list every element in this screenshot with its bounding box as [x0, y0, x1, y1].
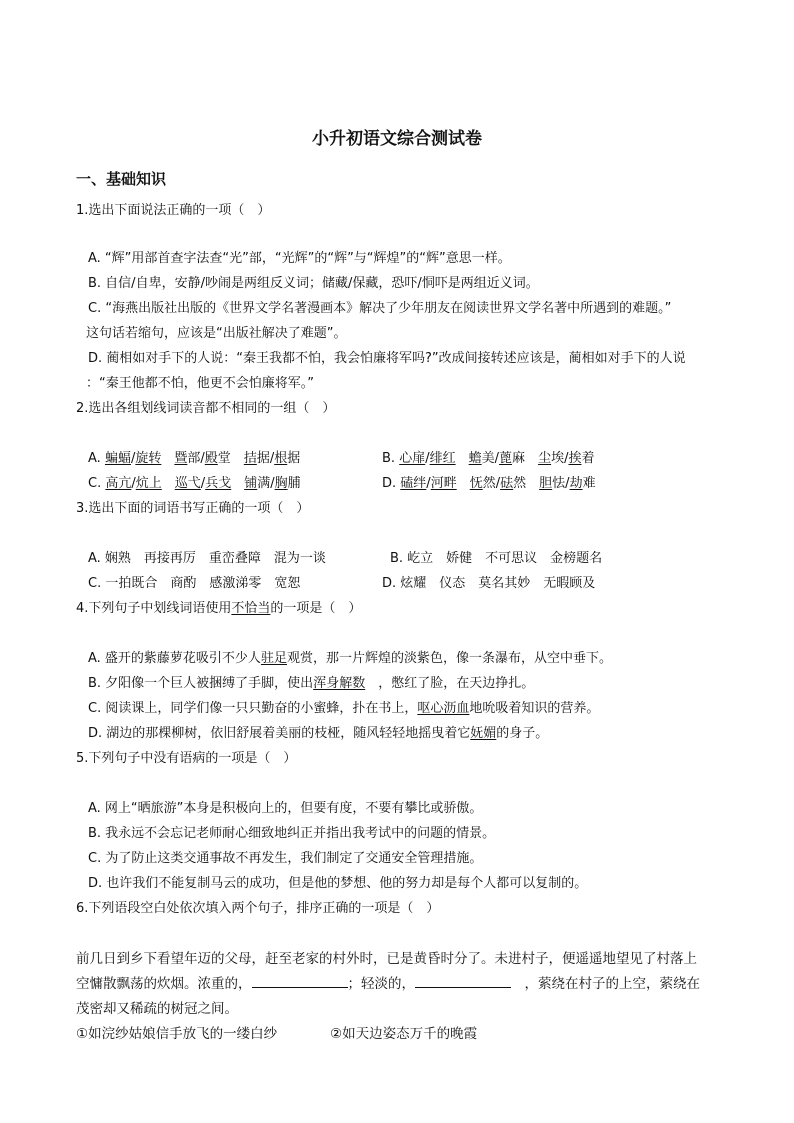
question-5-stem: 5.下列句子中没有语病的一项是（ ）	[76, 751, 297, 766]
question-2-option-b: B. 心扉/绯红 蟾美/蓖麻 尘埃/挨着	[382, 451, 595, 466]
question-6-choice-1: ①如浣纱姑娘信手放飞的一缕白纱	[76, 1026, 278, 1042]
question-3-option-c: C. 一拍既合 商酌 感激涕零 宽恕	[88, 576, 301, 591]
question-1-option-b: B. 自信/自卑，安静/吵闹是两组反义词；储藏/保藏，恐吓/恫吓是两组近义词。	[88, 276, 539, 291]
question-3-option-a: A. 娴熟 再接再厉 重峦叠障 混为一谈	[88, 551, 326, 566]
question-6-stem: 6.下列语段空白处依次填入两个句子，排序正确的一项是（ ）	[76, 901, 440, 916]
question-5-option-b: B. 我永远不会忘记老师耐心细致地纠正并指出我考试中的问题的情景。	[88, 826, 496, 841]
question-2-option-c: C. 高亢/炕上 巡弋/兵戈 铺满/胸脯	[88, 476, 301, 491]
question-6-passage-line-2: 空慵散飘荡的炊烟。浓重的， ；轻淡的， ，萦绕在村子的上空，萦绕在	[76, 976, 700, 992]
question-3-option-b: B. 屹立 娇健 不可思议 金榜题名	[390, 551, 603, 566]
question-5-option-c: C. 为了防止这类交通事故不再发生，我们制定了交通安全管理措施。	[88, 851, 483, 866]
question-1-option-c: C. “海燕出版社出版的《世界文学名著漫画本》解决了少年朋友在阅读世界文学名著中所遇到的难题。”	[88, 301, 672, 316]
question-1-stem: 1.选出下面说法正确的一项（ ）	[76, 203, 271, 218]
question-6-passage-line-3: 茂密却又稀疏的树冠之间。	[76, 1001, 238, 1017]
question-4-stem: 4.下列句子中划线词语使用不恰当的一项是（ ）	[76, 601, 362, 616]
question-5-option-a: A. 网上“晒旅游”本身是积极向上的，但要有度，不要有攀比或骄傲。	[88, 801, 483, 816]
question-6-choice-2: ②如天边姿态万千的晚霞	[330, 1026, 478, 1042]
question-4-option-d: D. 湖边的那棵柳树，依旧舒展着美丽的枝桠，随风轻轻地摇曳着它妩媚的身子。	[88, 726, 549, 741]
question-3-option-d: D. 炫耀 仪态 莫名其妙 无暇顾及	[382, 576, 596, 591]
question-1-option-c-continued: 这句话若缩句，应该是“出版社解决了难题”。	[86, 326, 347, 341]
page-title: 小升初语文综合测试卷	[312, 129, 482, 149]
question-4-option-c: C. 阅读课上，同学们像一只只勤奋的小蜜蜂，扑在书上，呕心沥血地吮吸着知识的营养。	[88, 701, 600, 716]
section-heading-basic-knowledge: 一、基础知识	[76, 170, 167, 188]
question-6-passage-line-1: 前几日到乡下看望年迈的父母，赶至老家的村外时，已是黄昏时分了。未进村子，便遥遥地望见了村落上	[76, 951, 697, 967]
fill-blank-2[interactable]	[415, 975, 511, 988]
fill-blank-1[interactable]	[252, 975, 348, 988]
question-2-stem: 2.选出各组划线词读音都不相同的一组（ ）	[76, 401, 336, 416]
question-3-stem: 3.选出下面的词语书写正确的一项（ ）	[76, 501, 310, 516]
question-2-option-d: D. 磕绊/河畔 怃然/砝然 胆怯/劫难	[382, 476, 596, 491]
question-4-option-a: A. 盛开的紫藤萝花吸引不少人驻足观赏，那一片辉煌的淡紫色，像一条瀑布，从空中垂下。	[88, 651, 612, 666]
question-2-option-a: A. 蝙蝠/旋转 暨部/殿堂 拮据/根据	[88, 451, 301, 466]
question-1-option-d: D. 蔺相如对手下的人说：“秦王我都不怕，我会怕廉将军吗?”改成间接转述应该是，蔺相如对手下的人说	[88, 351, 686, 366]
question-4-option-b: B. 夕阳像一个巨人被捆缚了手脚，使出浑身解数 ，憋红了脸，在天边挣扎。	[88, 676, 535, 691]
question-5-option-d: D. 也许我们不能复制马云的成功，但是他的梦想、他的努力却是每个人都可以复制的。	[88, 876, 588, 891]
question-1-option-a: A. “辉”用部首查字法查“光”部，“光辉”的“辉”与“辉煌”的“辉”意思一样。	[88, 251, 511, 266]
question-1-option-d-continued: ：“秦王他都不怕，他更不会怕廉将军。”	[86, 376, 314, 391]
